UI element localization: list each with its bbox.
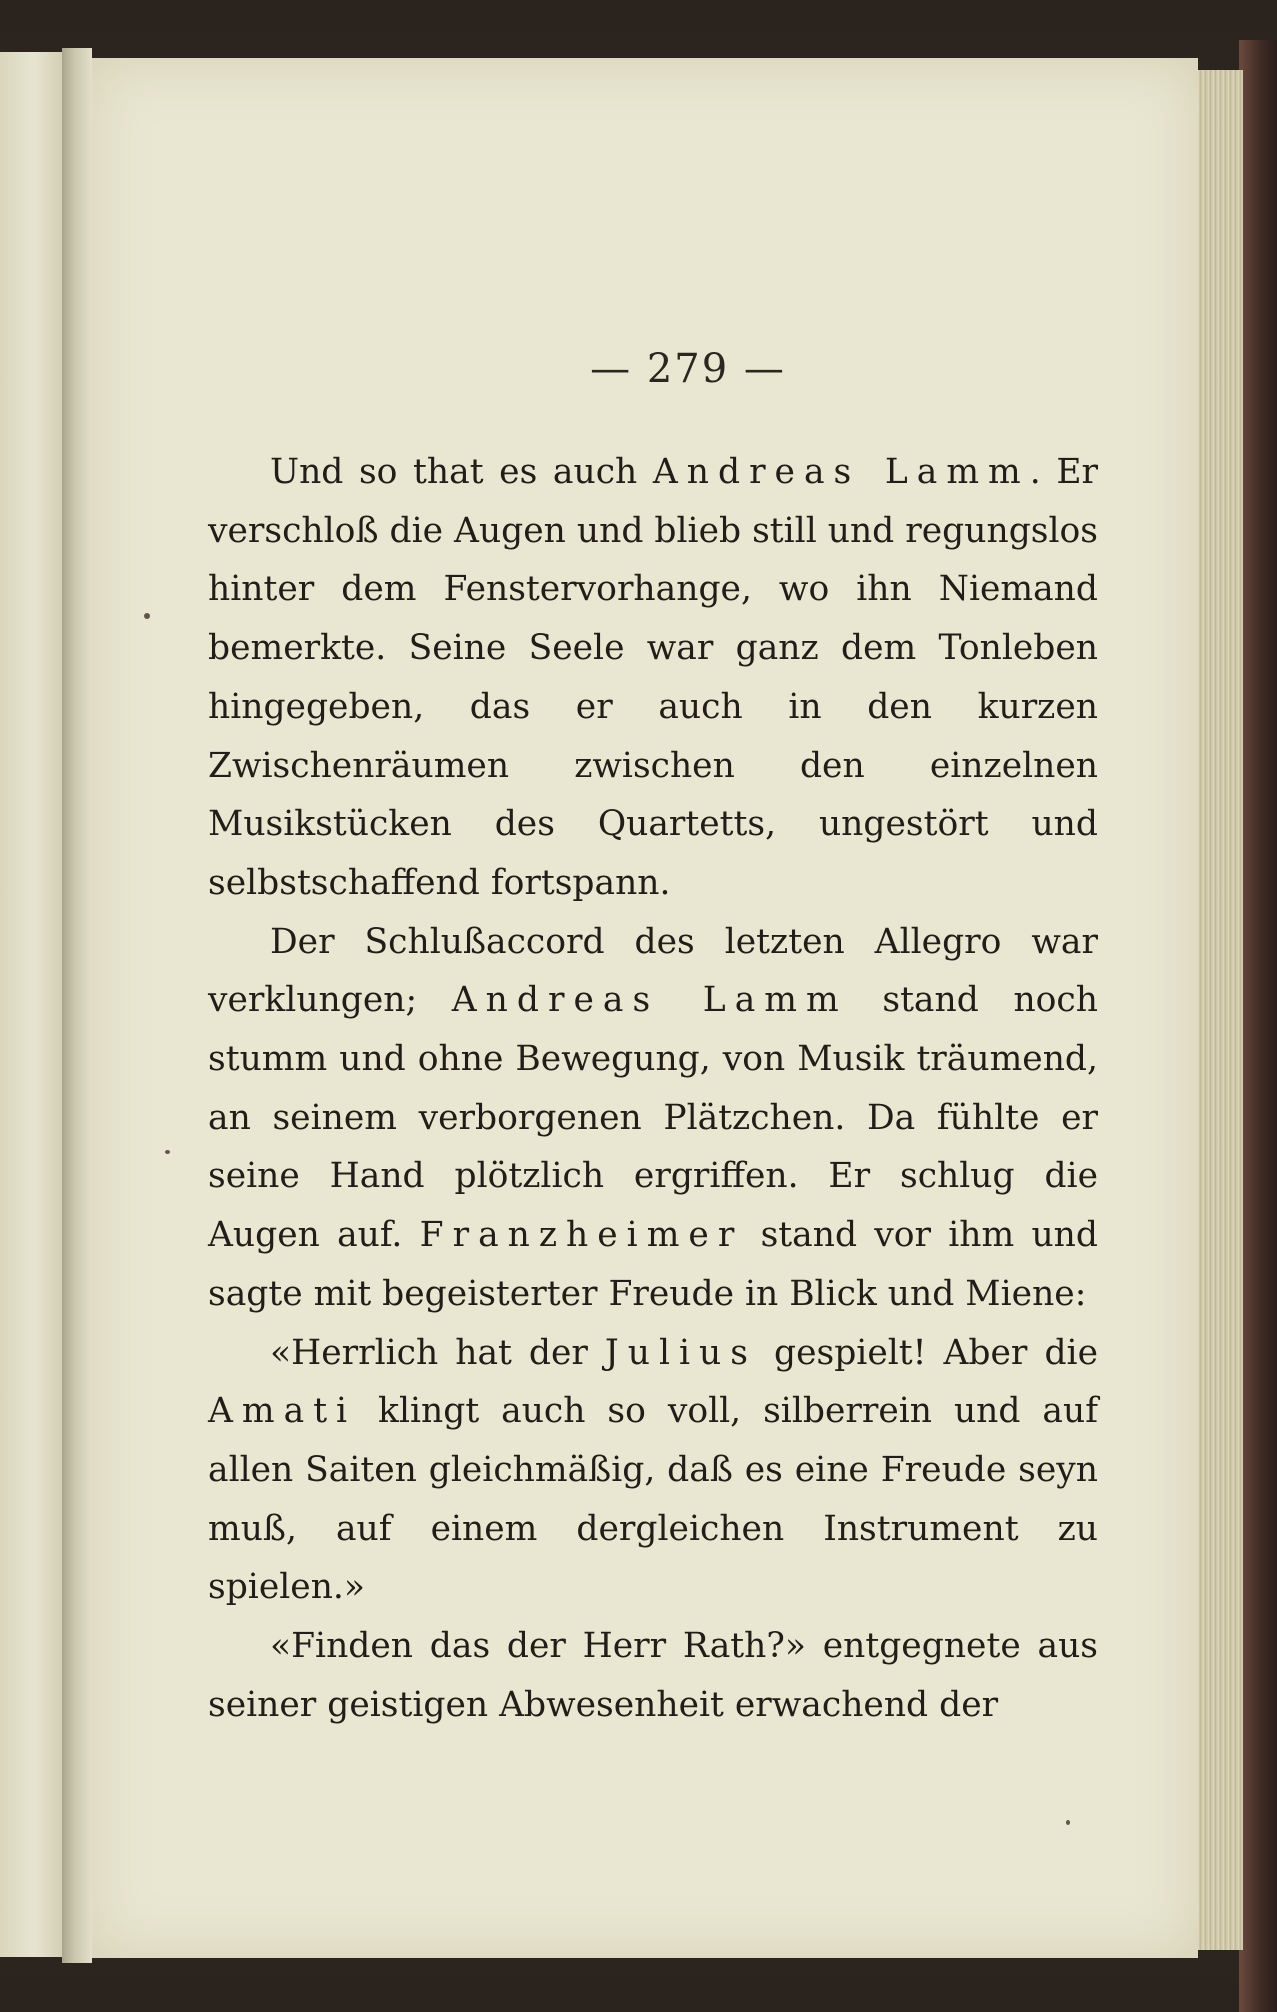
emphasized-name: Andreas Lamm	[451, 980, 848, 1021]
paragraph	[208, 1324, 1098, 1618]
page-number: — 279 —	[590, 346, 786, 392]
emphasized-name: Franzheimer	[419, 1215, 744, 1256]
book-cover-edge	[1239, 40, 1277, 2012]
page-block-edges	[1196, 70, 1243, 1950]
text-run: stand noch stumm und ohne Bewegung, von Musik träumend, an seinem verborgenen Plätzchen. Da fühlte er seine Hand plötzlich ergriffen. Er schlug die Augen auf.	[208, 980, 1098, 1256]
emphasized-name: Andreas Lamm	[652, 452, 1030, 492]
paper-speck	[144, 613, 150, 619]
book-page	[88, 58, 1198, 1958]
paragraph	[208, 1617, 1098, 1734]
text-run: Der Schlußaccord des letzten Allegro war verklungen;	[208, 921, 1098, 1021]
book-gutter	[62, 48, 92, 1963]
text-run: klingt auch so voll, silberrein und auf allen Saiten gleichmäßig, daß es eine Freude seyn muß, auf einem dergleichen Instrument zu spielen.»	[208, 1391, 1098, 1608]
text-run: gespielt! Aber die	[756, 1332, 1098, 1373]
text-run: «Finden das der Herr Rath?» entgegnete aus seiner geistigen Abwesenheit erwachend der	[208, 1626, 1098, 1725]
paragraph	[208, 913, 1098, 1324]
paragraph	[208, 443, 1098, 913]
body-text	[208, 443, 1098, 1734]
text-run: . Er verschloß die Augen und blieb still und regungslos hinter dem Fenstervorhange, wo ihn Niemand bemerkte. Seine Seele war ganz dem Tonleben hingegeben, das er auch in den kurzen Zwischenräumen zwischen den einzelnen Musikstücken des Quartetts, ungestört und selbstschaffend fortspann.	[208, 452, 1099, 903]
text-run: stand vor ihm und sagte mit begeisterter Freude in Blick und Miene:	[208, 1215, 1098, 1314]
emphasized-name: Amati	[208, 1391, 357, 1432]
paper-speck	[1066, 1820, 1070, 1825]
text-run: Und so that es auch	[270, 452, 653, 492]
text-run: «Herrlich hat der	[270, 1332, 605, 1373]
paper-speck	[165, 1150, 170, 1154]
facing-page-edge	[0, 52, 70, 1957]
emphasized-name: Julius	[604, 1332, 757, 1373]
